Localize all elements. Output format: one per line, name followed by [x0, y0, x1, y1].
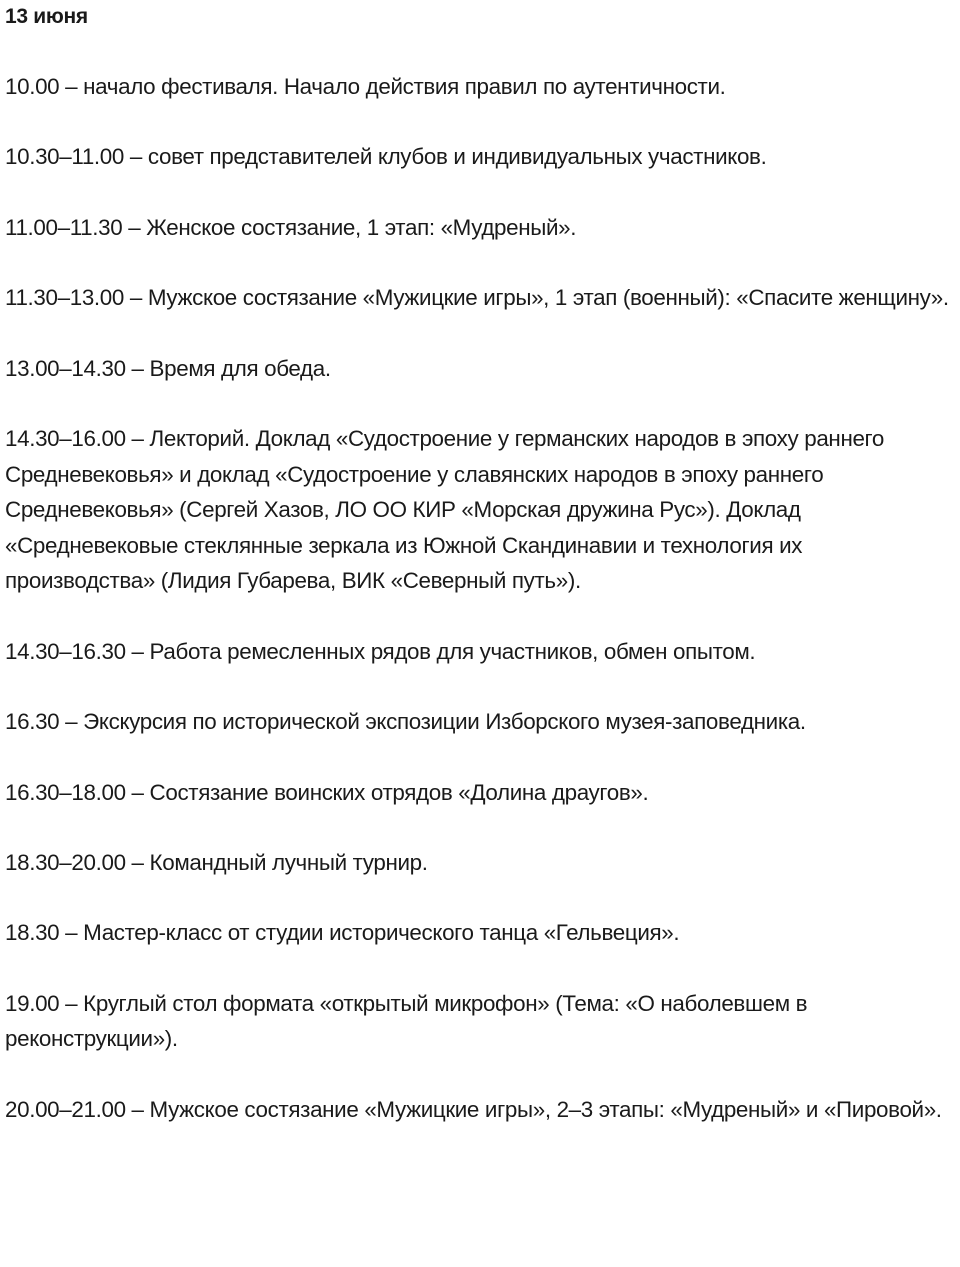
entry-text: Командный лучный турнир. — [149, 849, 428, 875]
entry-text: Лекторий. Доклад «Судостроение у германских народов в эпоху раннего Средневековья» и доклад «Судостроение у славянских народов в эпоху раннего Средневековья» (Сергей Хазов, ЛО ОО КИР «Морская дружина Рус»). Доклад «Средневековые стеклянные зеркала из Южной Скандинавии и технология их производства» (Лидия Губарева, ВИК «Северный путь»). — [5, 425, 884, 594]
entry-separator: – — [125, 779, 150, 805]
entry-separator: – — [125, 355, 150, 381]
entry-time: 13.00–14.30 — [5, 355, 126, 381]
schedule-entry — [5, 139, 955, 175]
entry-time: 10.00 — [5, 74, 60, 99]
entry-text: начало фестиваля. Начало действия правил по аутентичности. — [83, 74, 726, 99]
entry-separator: – — [125, 638, 150, 664]
schedule-entry — [5, 986, 955, 1057]
day-title: 13 июня — [5, 5, 88, 28]
schedule-entry — [5, 634, 955, 670]
schedule-list — [5, 69, 955, 1127]
schedule-entry — [5, 915, 955, 951]
entry-text: Мужское состязание «Мужицкие игры», 1 этап (военный): «Спасите женщину». — [147, 285, 949, 311]
entry-time: 16.30–18.00 — [5, 779, 126, 805]
entry-time: 16.30 — [5, 709, 60, 735]
entry-separator: – — [125, 425, 150, 451]
schedule-entry — [5, 775, 955, 811]
schedule-entry — [5, 704, 955, 740]
entry-time: 18.30 — [5, 920, 60, 946]
entry-separator: – — [125, 1096, 150, 1122]
entry-time: 11.30–13.00 — [5, 285, 125, 311]
entry-text: Мастер-класс от студии исторического танца «Гельвеция». — [83, 920, 680, 946]
entry-text: Время для обеда. — [149, 355, 331, 381]
schedule-entry — [5, 280, 955, 316]
entry-text: Работа ремесленных рядов для участников, обмен опытом. — [149, 638, 756, 664]
entry-time: 10.30–11.00 — [5, 144, 125, 170]
entry-time: 11.00–11.30 — [5, 214, 123, 240]
entry-text: Состязание воинских отрядов «Долина драугов». — [149, 779, 649, 805]
entry-text: Женское состязание, 1 этап: «Мудреный». — [146, 214, 577, 240]
entry-separator: – — [124, 285, 148, 311]
entry-text: Мужское состязание «Мужицкие игры», 2–3 этапы: «Мудреный» и «Пировой». — [149, 1096, 942, 1122]
entry-time: 18.30–20.00 — [5, 849, 126, 875]
entry-time: 14.30–16.30 — [5, 638, 126, 664]
entry-separator: – — [122, 214, 147, 240]
entry-separator: – — [125, 849, 150, 875]
entry-text: Круглый стол формата «открытый микрофон» (Тема: «О наболевшем в реконструкции»). — [5, 990, 808, 1052]
entry-text: Экскурсия по исторической экспозиции Изборского музея-заповедника. — [83, 709, 806, 735]
schedule-entry — [5, 1092, 955, 1128]
entry-text: совет представителей клубов и индивидуальных участников. — [147, 144, 767, 170]
schedule-entry — [5, 351, 955, 387]
entry-separator: – — [124, 144, 148, 170]
entry-separator: – — [59, 990, 84, 1016]
entry-separator: – — [59, 709, 84, 735]
entry-time: 14.30–16.00 — [5, 425, 126, 451]
schedule-entry — [5, 845, 955, 881]
schedule-entry — [5, 421, 955, 599]
entry-time: 19.00 — [5, 990, 60, 1016]
schedule-entry — [5, 69, 955, 105]
entry-separator: – — [59, 74, 84, 99]
entry-time: 20.00–21.00 — [5, 1096, 126, 1122]
schedule-entry — [5, 210, 955, 246]
entry-separator: – — [59, 920, 84, 946]
schedule-document — [5, 0, 955, 1162]
